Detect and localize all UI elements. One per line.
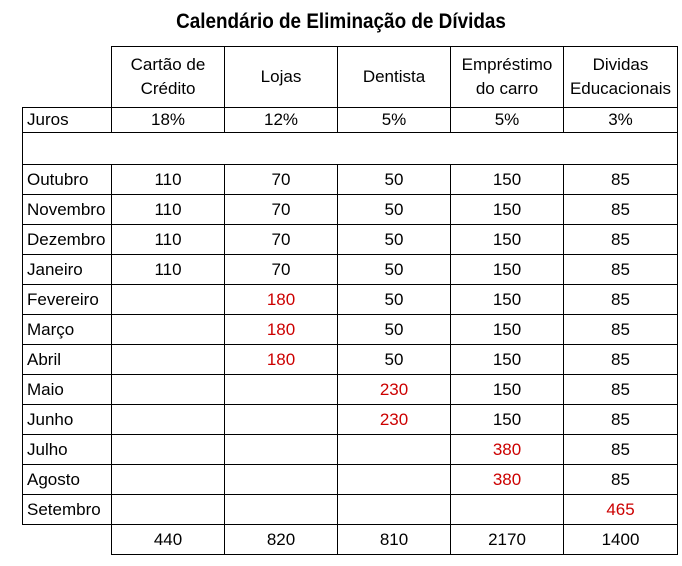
payment-cell: 150: [451, 255, 564, 285]
juros-label: Juros: [23, 108, 112, 133]
total-cell: 820: [225, 525, 338, 555]
payment-cell: 85: [564, 315, 678, 345]
month-label: Setembro: [23, 495, 112, 525]
payment-cell: 85: [564, 375, 678, 405]
payment-cell: [225, 435, 338, 465]
payment-cell: [112, 375, 225, 405]
payment-cell: 85: [564, 435, 678, 465]
payment-cell: 50: [338, 285, 451, 315]
payment-cell: [112, 495, 225, 525]
payment-cell: [338, 435, 451, 465]
payment-cell: [112, 285, 225, 315]
payment-cell: [112, 435, 225, 465]
payment-cell: 50: [338, 195, 451, 225]
payment-cell: 70: [225, 255, 338, 285]
juros-cell: 5%: [451, 108, 564, 133]
payment-cell: 380: [451, 435, 564, 465]
payment-cell: [112, 405, 225, 435]
payment-cell: 50: [338, 165, 451, 195]
juros-cell: 5%: [338, 108, 451, 133]
month-row: [23, 435, 678, 465]
payment-cell: 180: [225, 285, 338, 315]
debt-schedule-table: [22, 46, 678, 555]
payment-cell: 85: [564, 195, 678, 225]
month-row: [23, 315, 678, 345]
total-cell: 810: [338, 525, 451, 555]
payment-cell: 70: [225, 225, 338, 255]
month-row: [23, 225, 678, 255]
payment-cell: 85: [564, 465, 678, 495]
month-row: [23, 345, 678, 375]
month-label: Agosto: [23, 465, 112, 495]
payment-cell: [225, 405, 338, 435]
header-row: [23, 47, 678, 108]
payment-cell: [225, 375, 338, 405]
payment-cell: 465: [564, 495, 678, 525]
payment-cell: 230: [338, 405, 451, 435]
juros-cell: 18%: [112, 108, 225, 133]
juros-cell: 12%: [225, 108, 338, 133]
payment-cell: 380: [451, 465, 564, 495]
payment-cell: 110: [112, 165, 225, 195]
spacer-row: [23, 133, 678, 165]
payment-cell: 110: [112, 225, 225, 255]
month-label: Outubro: [23, 165, 112, 195]
payment-cell: 50: [338, 345, 451, 375]
month-rows: [23, 165, 678, 525]
month-row: [23, 405, 678, 435]
payment-cell: 230: [338, 375, 451, 405]
payment-cell: 85: [564, 405, 678, 435]
month-row: [23, 165, 678, 195]
payment-cell: 150: [451, 285, 564, 315]
totals-corner-cell: [23, 525, 112, 555]
month-label: Março: [23, 315, 112, 345]
month-label: Julho: [23, 435, 112, 465]
payment-cell: 85: [564, 225, 678, 255]
payment-cell: [112, 465, 225, 495]
payment-cell: 150: [451, 345, 564, 375]
payment-cell: 85: [564, 255, 678, 285]
month-label: Janeiro: [23, 255, 112, 285]
payment-cell: 85: [564, 345, 678, 375]
month-label: Maio: [23, 375, 112, 405]
month-row: [23, 255, 678, 285]
payment-cell: 70: [225, 195, 338, 225]
month-row: [23, 195, 678, 225]
payment-cell: [338, 495, 451, 525]
payment-cell: [451, 495, 564, 525]
month-row: [23, 375, 678, 405]
payment-cell: [338, 465, 451, 495]
payment-cell: 50: [338, 315, 451, 345]
month-row: [23, 285, 678, 315]
month-label: Abril: [23, 345, 112, 375]
payment-cell: 150: [451, 375, 564, 405]
month-row: [23, 465, 678, 495]
month-label: Dezembro: [23, 225, 112, 255]
totals-row: [23, 525, 678, 555]
payment-cell: 70: [225, 165, 338, 195]
month-label: Fevereiro: [23, 285, 112, 315]
month-label: Novembro: [23, 195, 112, 225]
payment-cell: [112, 345, 225, 375]
payment-cell: [225, 495, 338, 525]
payment-cell: [225, 465, 338, 495]
payment-cell: 180: [225, 345, 338, 375]
header-cartao-de-credito: Cartão de Crédito: [112, 47, 225, 108]
juros-row: [23, 108, 678, 133]
payment-cell: 110: [112, 255, 225, 285]
month-row: [23, 495, 678, 525]
header-lojas: Lojas: [225, 47, 338, 108]
payment-cell: 150: [451, 225, 564, 255]
payment-cell: 180: [225, 315, 338, 345]
header-emprestimo-do-carro: Empréstimo do carro: [451, 47, 564, 108]
juros-cell: 3%: [564, 108, 678, 133]
payment-cell: 85: [564, 285, 678, 315]
total-cell: 440: [112, 525, 225, 555]
spacer-cell: [23, 133, 678, 165]
month-label: Junho: [23, 405, 112, 435]
payment-cell: 85: [564, 165, 678, 195]
payment-cell: 150: [451, 315, 564, 345]
payment-cell: 50: [338, 225, 451, 255]
header-dividas-educacionais: Dividas Educacionais: [564, 47, 678, 108]
total-cell: 2170: [451, 525, 564, 555]
payment-cell: 150: [451, 405, 564, 435]
payment-cell: 50: [338, 255, 451, 285]
total-cell: 1400: [564, 525, 678, 555]
payment-cell: 110: [112, 195, 225, 225]
header-corner-cell: [23, 47, 112, 108]
payment-cell: 150: [451, 195, 564, 225]
sheet-title: Calendário de Eliminação de Dívidas: [176, 10, 506, 33]
payment-cell: 150: [451, 165, 564, 195]
header-dentista: Dentista: [338, 47, 451, 108]
payment-cell: [112, 315, 225, 345]
